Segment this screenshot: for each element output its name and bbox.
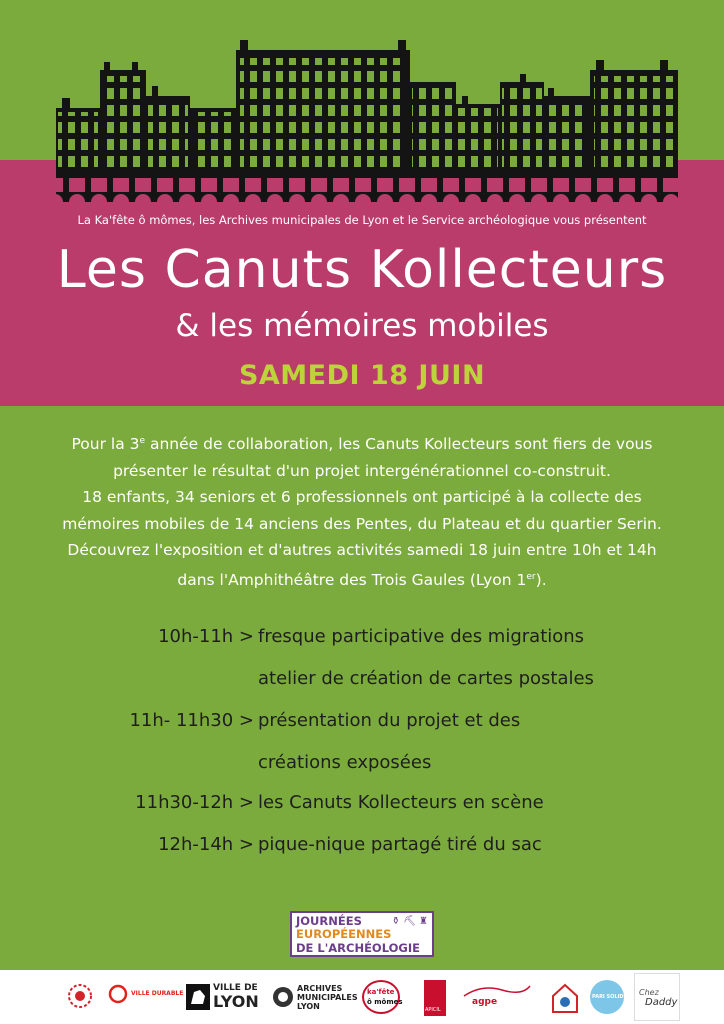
apicil-logo: APICIL — [424, 980, 446, 1016]
intro-line: dans l'Amphithéâtre des Trois Gaules (Lyon 1er). — [177, 570, 547, 589]
jea-logo-line: DE L'ARCHÉOLOGIE — [296, 941, 420, 955]
intro-line: 18 enfants, 34 seniors et 6 professionnels ont participé à la collecte des — [82, 488, 642, 507]
lyon-buildings-illustration — [0, 0, 724, 205]
schedule-time: 11h30-12h > — [135, 792, 254, 813]
schedule-row — [0, 626, 724, 656]
schedule-row — [0, 792, 724, 822]
partner-logos — [0, 970, 724, 1024]
schedule-activity: les Canuts Kollecteurs en scène — [258, 792, 544, 813]
schedule-row — [0, 834, 724, 864]
archives-municipales-logo: ARCHIVES MUNICIPALES LYON — [272, 980, 354, 1016]
schedule-activity: pique-nique partagé tiré du sac — [258, 834, 542, 855]
pari-solidaire-logo: PARI SOLIDAIRE — [590, 980, 624, 1014]
jea-logo-line: EUROPÉENNES — [296, 927, 392, 941]
jea-logo — [290, 911, 434, 957]
sun-emblem-logo — [66, 980, 94, 1016]
schedule-time: 11h- 11h30 > — [129, 710, 254, 731]
archives-lion-icon — [272, 984, 294, 1010]
intro-line: présenter le résultat d'un projet intergénérationnel co-construit. — [113, 461, 611, 480]
house-logo — [550, 980, 580, 1016]
archaeology-icons: ⚱ ⛏ ♜ — [391, 916, 428, 927]
presenters-text: La Ka'fête ô mômes, les Archives municipales de Lyon et le Service archéologique vous présentent — [77, 213, 647, 227]
intro-line: mémoires mobiles de 14 anciens des Pentes, du Plateau et du quartier Serin. — [62, 514, 662, 533]
schedule-time: 10h-11h > — [158, 626, 254, 647]
lion-icon — [186, 984, 210, 1010]
jea-logo-line: JOURNÉES — [296, 914, 362, 928]
agpe-logo: agpe — [462, 980, 532, 1016]
schedule-row — [0, 752, 724, 782]
ville-de-lyon-logo: VILLE DE LYON — [186, 980, 254, 1016]
schedule-activity: présentation du projet et des — [258, 710, 521, 731]
agpe-swoosh-icon — [462, 982, 532, 998]
intro-text — [40, 428, 684, 593]
event-date: SAMEDI 18 JUIN — [238, 360, 486, 391]
schedule-activity: créations exposées — [258, 752, 432, 773]
ville-durable-logo: VILLE DURABLE — [108, 980, 172, 1016]
schedule-row — [0, 710, 724, 740]
schedule-time: 12h-14h > — [158, 834, 254, 855]
kafete-o-momes-logo: ka'fête ô mômes — [362, 980, 400, 1014]
ville-durable-icon — [108, 984, 128, 1004]
page-title: Les Canuts Kollecteurs — [56, 240, 668, 300]
intro-line: Découvrez l'exposition et d'autres activités samedi 18 juin entre 10h et 14h — [67, 541, 657, 560]
schedule-activity: fresque participative des migrations — [258, 626, 585, 647]
intro-line: Pour la 3e année de collaboration, les Canuts Kollecteurs sont fiers de vous — [71, 435, 653, 454]
schedule-row — [0, 668, 724, 698]
page-subtitle: & les mémoires mobiles — [175, 308, 549, 344]
chez-daddy-logo: Chez Daddy — [634, 973, 680, 1021]
schedule-activity: atelier de création de cartes postales — [258, 668, 594, 689]
